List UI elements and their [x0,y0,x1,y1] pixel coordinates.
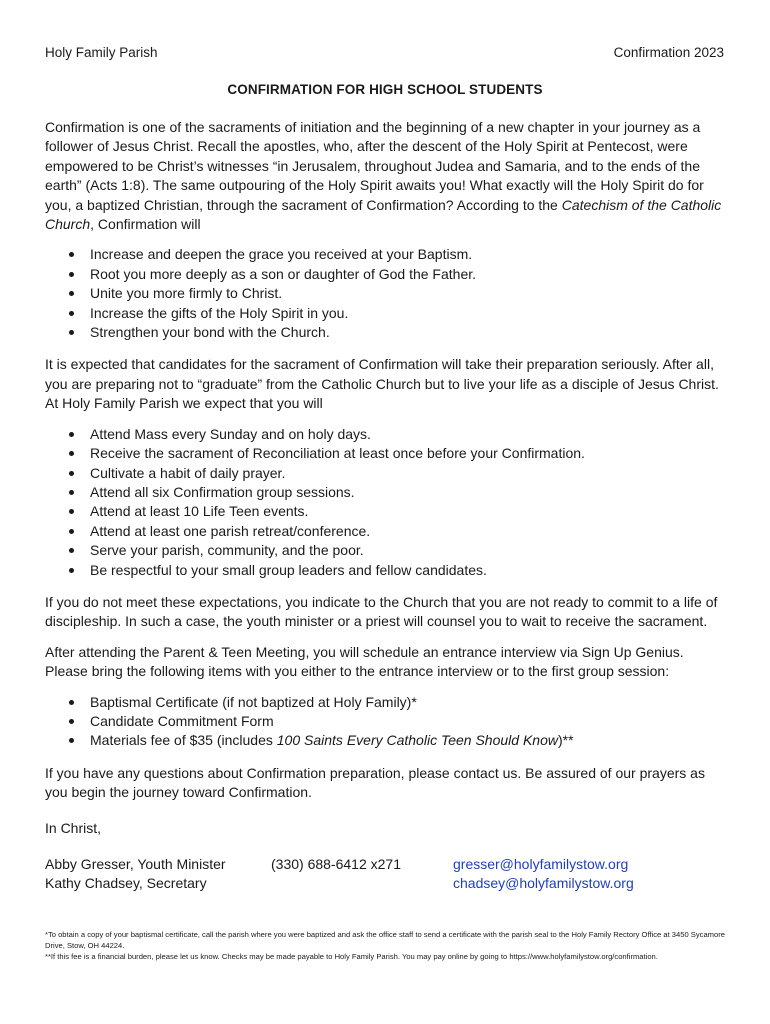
email-link[interactable]: gresser@holyfamilystow.org [453,856,629,872]
list-item: Increase and deepen the grace you received at your Baptism. [45,245,727,264]
list-item: Serve your parish, community, and the poor. [45,541,727,560]
signature-phone: (330) 688-6412 x271 [271,856,401,872]
list-item: Attend Mass every Sunday and on holy days. [45,425,727,444]
email-link[interactable]: chadsey@holyfamilystow.org [453,875,634,892]
page-title: CONFIRMATION FOR HIGH SCHOOL STUDENTS [227,82,543,97]
footnote-baptismal: *To obtain a copy of your baptismal certificate, call the parish where you were baptized and ask the office staff to send a certificate with the parish seal to the Holy Family Rectory Office at 3450 Sycamore Drive, Stow, OH 44224. [45,930,725,950]
document-body [45,118,727,894]
signature-name: Kathy Chadsey, Secretary [45,875,207,892]
questions-paragraph: If you have any questions about Confirmation preparation, please contact us. Be assured of our prayers as you begin the journey toward Confirmation. [45,764,705,801]
list-item: Attend at least 10 Life Teen events. [45,502,727,521]
signature-phone [271,874,453,893]
list-item: Root you more deeply as a son or daughter of God the Father. [45,265,727,284]
footnotes [45,930,725,964]
list-item: Be respectful to your small group leaders and fellow candidates. [45,561,727,580]
list-item: Unite you more firmly to Christ. [45,284,727,303]
list-item: Increase the gifts of the Holy Spirit in you. [45,304,727,323]
list-item: Candidate Commitment Form [45,712,727,731]
confirmation-effects-list [45,245,727,342]
signature-block [45,855,727,894]
list-item: Cultivate a habit of daily prayer. [45,464,727,483]
expectations-paragraph: It is expected that candidates for the sacrament of Confirmation will take their preparation seriously. After all, you are preparing not to “graduate” from the Catholic Church but to live your life as a disciple of Jesus Christ. At Holy Family Parish we expect that you will [45,356,719,412]
header-program-year: Confirmation 2023 [613,45,724,60]
required-items-list [45,693,727,751]
signature-row [45,874,727,893]
book-title: 100 Saints Every Catholic Teen Should Know [276,732,558,749]
list-item: Attend all six Confirmation group sessions. [45,483,727,502]
header-parish-name: Holy Family Parish [45,45,158,60]
list-item: Materials fee of $35 (includes 100 Saints Every Catholic Teen Should Know)** [45,731,727,750]
meeting-paragraph: After attending the Parent & Teen Meeting, you will schedule an entrance interview via Sign Up Genius. Please bring the following items with you either to the entrance interview or to the first group session: [45,643,684,680]
closing: In Christ, [45,819,102,836]
list-item: Receive the sacrament of Reconciliation at least once before your Confirmation. [45,444,727,463]
expectations-list [45,425,727,580]
catechism-title: Catechism of the Catholic Church [45,196,722,233]
list-item: Baptismal Certificate (if not baptized at Holy Family)* [45,693,727,712]
footnote-fee: **If this fee is a financial burden, please let us know. Checks may be made payable to Holy Family Parish. You may pay online by going to https://www.holyfamilystow.org/confirmation. [45,952,658,962]
not-met-paragraph: If you do not meet these expectations, you indicate to the Church that you are not ready to commit to a life of discipleship. In such a case, the youth minister or a priest will counsel you to wait to receive the sacrament. [45,593,718,630]
list-item: Attend at least one parish retreat/conference. [45,522,727,541]
signature-row [45,855,727,874]
intro-paragraph: Confirmation is one of the sacraments of initiation and the beginning of a new chapter in your journey as a follower of Jesus Christ. Recall the apostles, who, after the descent of the Holy Spirit at Pentecost, were empowered to be Christ’s witnesses “in Jerusalem, throughout Judea and Samaria, and to the ends of the earth” (Acts 1:8). The same outpouring of the Holy Spirit awaits you! What exactly will the Holy Spirit do for you, a baptized Christian, through the sacrament of Confirmation? According to the Catechism of the Catholic Church, Confirmation will [45,119,722,233]
list-item: Strengthen your bond with the Church. [45,323,727,342]
signature-name: Abby Gresser, Youth Minister [45,856,226,872]
